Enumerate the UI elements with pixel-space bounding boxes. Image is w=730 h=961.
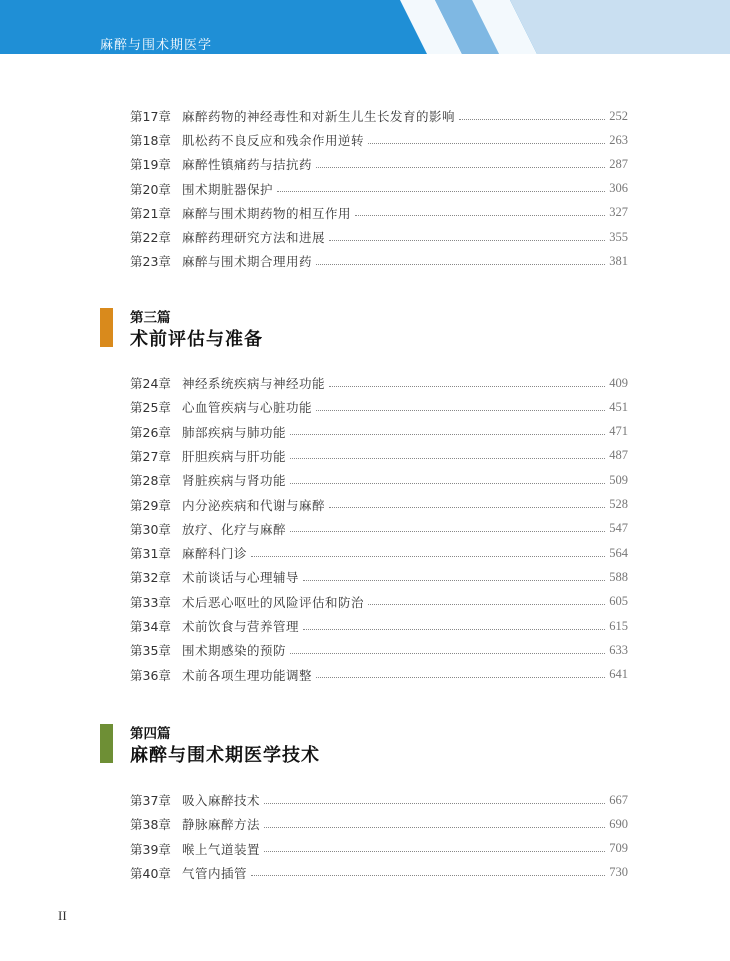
toc-entry[interactable] bbox=[130, 227, 628, 247]
toc-entry[interactable] bbox=[130, 106, 628, 126]
page-ref: 528 bbox=[609, 497, 628, 511]
toc-entry[interactable] bbox=[130, 616, 628, 636]
dot-leader bbox=[251, 875, 605, 876]
chapter-title: 肺部疾病与肺功能 bbox=[182, 424, 287, 440]
toc-entry[interactable] bbox=[130, 397, 628, 417]
chapter-number: 第27章 bbox=[130, 448, 171, 464]
chapter-title: 肝胆疾病与肝功能 bbox=[182, 448, 287, 464]
page-ref: 451 bbox=[609, 399, 628, 414]
chapter-number: 第19章 bbox=[130, 157, 171, 173]
chapter-number: 第29章 bbox=[130, 497, 171, 513]
chapter-number: 第25章 bbox=[130, 400, 171, 416]
dot-leader bbox=[368, 143, 605, 144]
page-ref: 306 bbox=[609, 181, 628, 196]
chapter-number: 第24章 bbox=[130, 376, 171, 391]
toc-entry[interactable] bbox=[130, 154, 628, 174]
dot-leader bbox=[290, 434, 605, 435]
toc-entry[interactable] bbox=[130, 179, 628, 199]
toc-entry[interactable] bbox=[130, 790, 628, 810]
chapter-title: 围术期感染的预防 bbox=[182, 643, 287, 659]
chapter-number: 第17章 bbox=[130, 109, 171, 124]
chapter-title: 麻醉与围术期药物的相互作用 bbox=[182, 205, 352, 221]
chapter-title: 围术期脏器保护 bbox=[182, 181, 274, 197]
chapter-number: 第23章 bbox=[130, 254, 171, 270]
chapter-title: 喉上气道装置 bbox=[182, 841, 261, 857]
section4-color-bar bbox=[100, 724, 113, 763]
dot-leader bbox=[290, 653, 605, 654]
chapter-title: 神经系统疾病与神经功能 bbox=[182, 376, 326, 391]
page-ref: 633 bbox=[609, 642, 628, 657]
dot-leader bbox=[290, 531, 605, 532]
page-header bbox=[0, 0, 730, 54]
chapter-title: 术前各项生理功能调整 bbox=[182, 667, 313, 683]
dot-leader bbox=[264, 803, 605, 804]
page-ref: 327 bbox=[609, 205, 628, 220]
page-ref: 564 bbox=[609, 545, 628, 560]
chapter-title: 内分泌疾病和代谢与麻醉 bbox=[182, 497, 326, 513]
toc-entry[interactable] bbox=[130, 422, 628, 442]
toc-entry[interactable] bbox=[130, 470, 628, 490]
toc-entry[interactable] bbox=[130, 519, 628, 539]
toc-entry[interactable] bbox=[130, 130, 628, 150]
page-number: II bbox=[58, 908, 67, 923]
page-ref: 730 bbox=[609, 865, 628, 880]
page-ref: 547 bbox=[609, 521, 628, 536]
toc-entry[interactable] bbox=[130, 373, 628, 393]
dot-leader bbox=[290, 483, 605, 484]
chapter-number: 第28章 bbox=[130, 473, 171, 489]
chapter-number: 第20章 bbox=[130, 181, 171, 197]
chapter-title: 肌松药不良反应和残余作用逆转 bbox=[182, 133, 365, 149]
toc-entry[interactable] bbox=[130, 640, 628, 660]
page-ref: 690 bbox=[609, 816, 628, 831]
section3-color-bar bbox=[100, 308, 113, 347]
chapter-number: 第34章 bbox=[130, 619, 171, 634]
dot-leader bbox=[459, 119, 605, 120]
chapter-title: 心血管疾病与心脏功能 bbox=[182, 400, 313, 416]
toc-entry[interactable] bbox=[130, 495, 628, 515]
header-decoration bbox=[380, 0, 730, 54]
section4-number: 第四篇 bbox=[130, 726, 171, 741]
toc-entry[interactable] bbox=[130, 203, 628, 223]
dot-leader bbox=[316, 410, 605, 411]
dot-leader bbox=[329, 507, 605, 508]
dot-leader bbox=[264, 827, 605, 828]
chapter-number: 第36章 bbox=[130, 667, 171, 683]
dot-leader bbox=[303, 629, 605, 630]
page-ref: 287 bbox=[609, 156, 628, 171]
toc-entry[interactable] bbox=[130, 863, 628, 883]
chapter-title: 术前饮食与营养管理 bbox=[182, 619, 300, 634]
toc-entry[interactable] bbox=[130, 814, 628, 834]
page-ref: 409 bbox=[609, 375, 628, 390]
chapter-number: 第33章 bbox=[130, 594, 171, 610]
page-ref: 355 bbox=[609, 229, 628, 244]
page-ref: 588 bbox=[609, 569, 628, 584]
toc-entry[interactable] bbox=[130, 665, 628, 685]
page-ref: 667 bbox=[609, 792, 628, 807]
chapter-title: 放疗、化疗与麻醉 bbox=[182, 521, 287, 537]
toc-entry[interactable] bbox=[130, 839, 628, 859]
dot-leader bbox=[329, 240, 605, 241]
page-ref: 381 bbox=[609, 253, 628, 268]
chapter-title: 吸入麻醉技术 bbox=[182, 793, 261, 808]
chapter-number: 第30章 bbox=[130, 521, 171, 537]
chapter-number: 第32章 bbox=[130, 570, 171, 586]
dot-leader bbox=[368, 604, 605, 605]
page-ref: 487 bbox=[609, 448, 628, 463]
chapter-number: 第37章 bbox=[130, 793, 171, 808]
chapter-number: 第26章 bbox=[130, 424, 171, 440]
dot-leader bbox=[264, 851, 605, 852]
chapter-number: 第21章 bbox=[130, 205, 171, 221]
toc-entry[interactable] bbox=[130, 446, 628, 466]
chapter-title: 静脉麻醉方法 bbox=[182, 817, 261, 833]
dot-leader bbox=[329, 386, 605, 387]
dot-leader bbox=[251, 556, 605, 557]
toc-entry[interactable] bbox=[130, 543, 628, 563]
toc-entry[interactable] bbox=[130, 592, 628, 612]
page-ref: 605 bbox=[609, 594, 628, 609]
toc-entry[interactable] bbox=[130, 567, 628, 587]
page-ref: 263 bbox=[609, 132, 628, 147]
page-ref: 615 bbox=[609, 618, 628, 633]
chapter-number: 第18章 bbox=[130, 133, 171, 149]
chapter-title: 气管内插管 bbox=[182, 865, 248, 881]
chapter-title: 麻醉性镇痛药与拮抗药 bbox=[182, 157, 313, 173]
chapter-title: 肾脏疾病与肾功能 bbox=[182, 473, 287, 489]
chapter-title: 术前谈话与心理辅导 bbox=[182, 570, 300, 586]
section3-title: 术前评估与准备 bbox=[130, 329, 263, 350]
chapter-title: 麻醉药物的神经毒性和对新生儿生长发育的影响 bbox=[182, 109, 456, 124]
chapter-title: 麻醉科门诊 bbox=[182, 546, 248, 562]
chapter-number: 第35章 bbox=[130, 643, 171, 659]
chapter-title: 麻醉与围术期合理用药 bbox=[182, 254, 313, 270]
page-ref: 471 bbox=[609, 424, 628, 439]
page-ref: 252 bbox=[609, 108, 628, 123]
dot-leader bbox=[355, 215, 605, 216]
toc-entry[interactable] bbox=[130, 251, 628, 271]
dot-leader bbox=[277, 191, 605, 192]
page-ref: 641 bbox=[609, 667, 628, 682]
page-ref: 709 bbox=[609, 841, 628, 856]
chapter-number: 第22章 bbox=[130, 230, 171, 245]
dot-leader bbox=[316, 677, 605, 678]
chapter-title: 术后恶心呕吐的风险评估和防治 bbox=[182, 594, 365, 610]
dot-leader bbox=[316, 167, 605, 168]
dot-leader bbox=[316, 264, 605, 265]
section3-number: 第三篇 bbox=[130, 310, 171, 325]
chapter-number: 第40章 bbox=[130, 865, 171, 881]
chapter-number: 第31章 bbox=[130, 546, 171, 562]
dot-leader bbox=[303, 580, 605, 581]
chapter-title: 麻醉药理研究方法和进展 bbox=[182, 230, 326, 245]
page-ref: 509 bbox=[609, 472, 628, 487]
chapter-number: 第39章 bbox=[130, 841, 171, 857]
running-title: 麻醉与围术期医学 bbox=[100, 38, 213, 53]
chapter-number: 第38章 bbox=[130, 817, 171, 833]
dot-leader bbox=[290, 458, 605, 459]
section4-title: 麻醉与围术期医学技术 bbox=[130, 745, 320, 766]
